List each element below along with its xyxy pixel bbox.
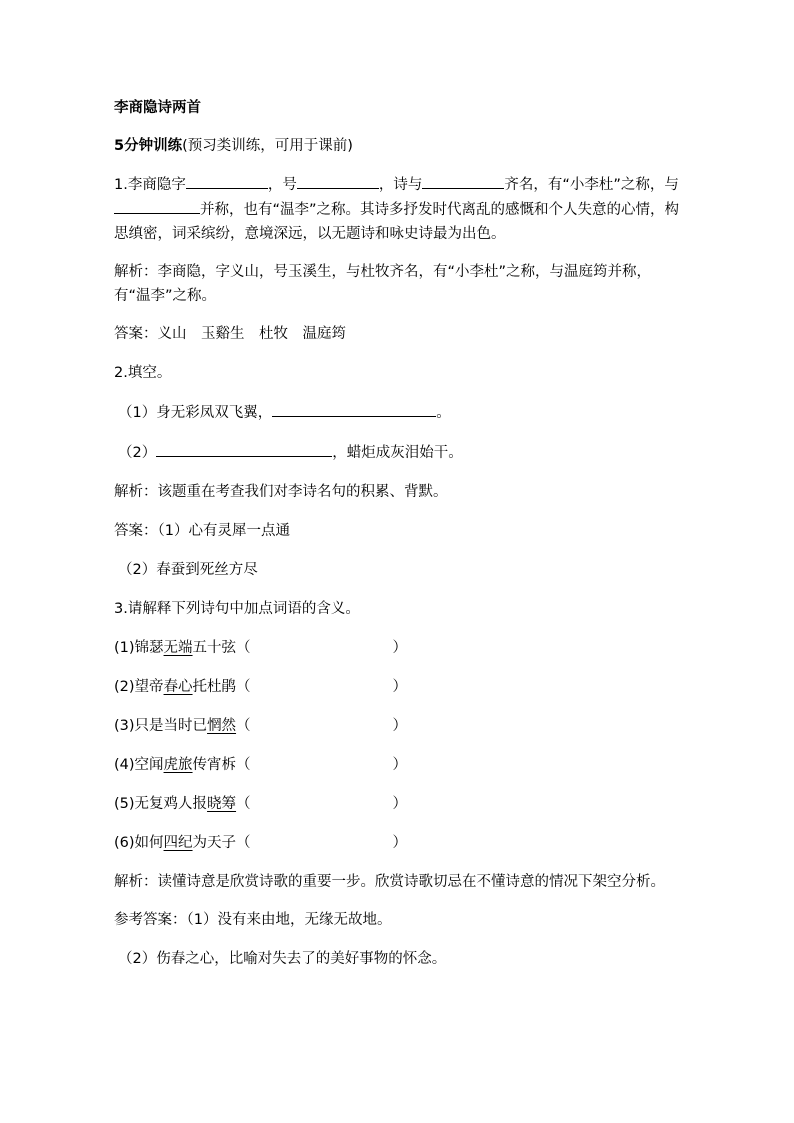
q3-item-2-key: 春心 xyxy=(163,679,193,695)
q3-item-1-post: 五十弦（ xyxy=(192,640,251,656)
q1-text-1: 1.李商隐字 xyxy=(114,177,186,193)
q2-item-1-text: （1）身无彩凤双飞翼， xyxy=(118,405,273,421)
q3-reference-answer-2: （2）伤春之心，比喻对失去了的美好事物的怀念。 xyxy=(118,951,447,967)
q2-analysis: 解析：该题重在考查我们对李诗名句的积累、背默。 xyxy=(114,484,448,500)
q3-item-6 xyxy=(114,831,680,855)
q3-item-3-pre: 只是当时已 xyxy=(134,718,208,734)
q3-item-3-close: ） xyxy=(392,718,408,734)
q1-analysis: 解析：李商隐，字义山，号玉溪生，与杜牧齐名，有“小李杜”之称，与温庭筠并称，有“温李”之称。 xyxy=(114,264,652,304)
q2-item-1 xyxy=(114,400,680,425)
q3-item-1-pre: 锦瑟 xyxy=(134,640,164,656)
q3-reference-answer-1: 参考答案：（1）没有来由地，无缘无故地。 xyxy=(114,912,392,928)
q3-item-3 xyxy=(114,714,680,738)
q3-item-4-post: 传宵柝（ xyxy=(192,757,251,773)
q2-item-1-end: 。 xyxy=(436,405,451,421)
q2-answer-2: （2）春蚕到死丝方尽 xyxy=(118,562,258,578)
q3-item-6-num: (6) xyxy=(114,835,135,851)
q3-item-5-post: （ xyxy=(236,796,251,812)
q3-item-2-pre: 望帝 xyxy=(134,679,164,695)
q1-blank-bingcheng[interactable] xyxy=(114,197,200,214)
q3-item-6-post: 为天子（ xyxy=(192,835,251,851)
q2-item-2 xyxy=(114,440,680,465)
q3-item-3-num: (3) xyxy=(114,718,135,734)
document-page xyxy=(114,96,680,986)
q3-item-6-pre: 如何 xyxy=(134,835,164,851)
q3-item-4-pre: 空闻 xyxy=(134,757,164,773)
section-heading-note: (预习类训练，可用于课前) xyxy=(182,138,353,154)
q1-text-4: 齐名，有“小李杜”之称，与 xyxy=(504,177,679,193)
q2-prompt: 2.填空。 xyxy=(114,365,172,381)
q3-item-3-post: （ xyxy=(236,718,251,734)
q3-item-4-key: 虎旅 xyxy=(163,757,193,773)
q3-item-1 xyxy=(114,636,680,660)
q3-item-5 xyxy=(114,792,680,816)
page-title: 李商隐诗两首 xyxy=(114,100,201,116)
q3-item-5-num: (5) xyxy=(114,796,135,812)
q3-item-1-key: 无端 xyxy=(163,640,193,656)
q1-text-3: ，诗与 xyxy=(378,177,423,193)
q3-item-2 xyxy=(114,675,680,699)
q3-analysis: 解析：读懂诗意是欣赏诗歌的重要一步。欣赏诗歌切忌在不懂诗意的情况下架空分析。 xyxy=(114,874,665,890)
q2-item-2-text: （2） xyxy=(118,445,157,461)
question-1 xyxy=(114,172,680,246)
q3-item-5-close: ） xyxy=(392,796,408,812)
q3-prompt: 3.请解释下列诗句中加点词语的含义。 xyxy=(114,601,360,617)
q3-items xyxy=(114,636,680,855)
q3-item-3-key: 惘然 xyxy=(207,718,237,734)
q1-blank-hao[interactable] xyxy=(297,172,379,189)
q3-item-5-pre: 无复鸡人报 xyxy=(134,796,208,812)
q1-text-2: ，号 xyxy=(267,177,297,193)
q2-item-2-end: ，蜡炬成灰泪始干。 xyxy=(332,445,463,461)
q1-answer: 答案：义山 玉谿生 杜牧 温庭筠 xyxy=(114,326,346,342)
section-heading-bold: 5分钟训练 xyxy=(114,138,183,154)
q3-item-6-close: ） xyxy=(392,835,408,851)
section-heading xyxy=(114,134,680,158)
q3-item-5-key: 晓筹 xyxy=(207,796,237,812)
q3-item-2-close: ） xyxy=(392,679,408,695)
q1-blank-qiming[interactable] xyxy=(422,172,504,189)
q3-item-4 xyxy=(114,753,680,777)
q3-item-6-key: 四纪 xyxy=(163,835,193,851)
q3-item-2-num: (2) xyxy=(114,679,135,695)
q3-item-2-post: 托杜鹃（ xyxy=(192,679,251,695)
q3-item-4-num: (4) xyxy=(114,757,135,773)
q3-item-4-close: ） xyxy=(392,757,408,773)
q1-blank-zi[interactable] xyxy=(186,172,268,189)
q3-item-1-close: ） xyxy=(392,640,408,656)
q2-item-1-blank[interactable] xyxy=(272,400,436,417)
q1-text-5: 并称，也有“温李”之称。其诗多抒发时代离乱的感慨和个人失意的心情，构思缜密，词采缤纷，意境深远，以无题诗和咏史诗最为出色。 xyxy=(114,202,680,242)
q2-item-2-blank[interactable] xyxy=(156,440,332,457)
q2-answer-1: 答案：（1）心有灵犀一点通 xyxy=(114,523,290,539)
q3-item-1-num: (1) xyxy=(114,640,135,656)
